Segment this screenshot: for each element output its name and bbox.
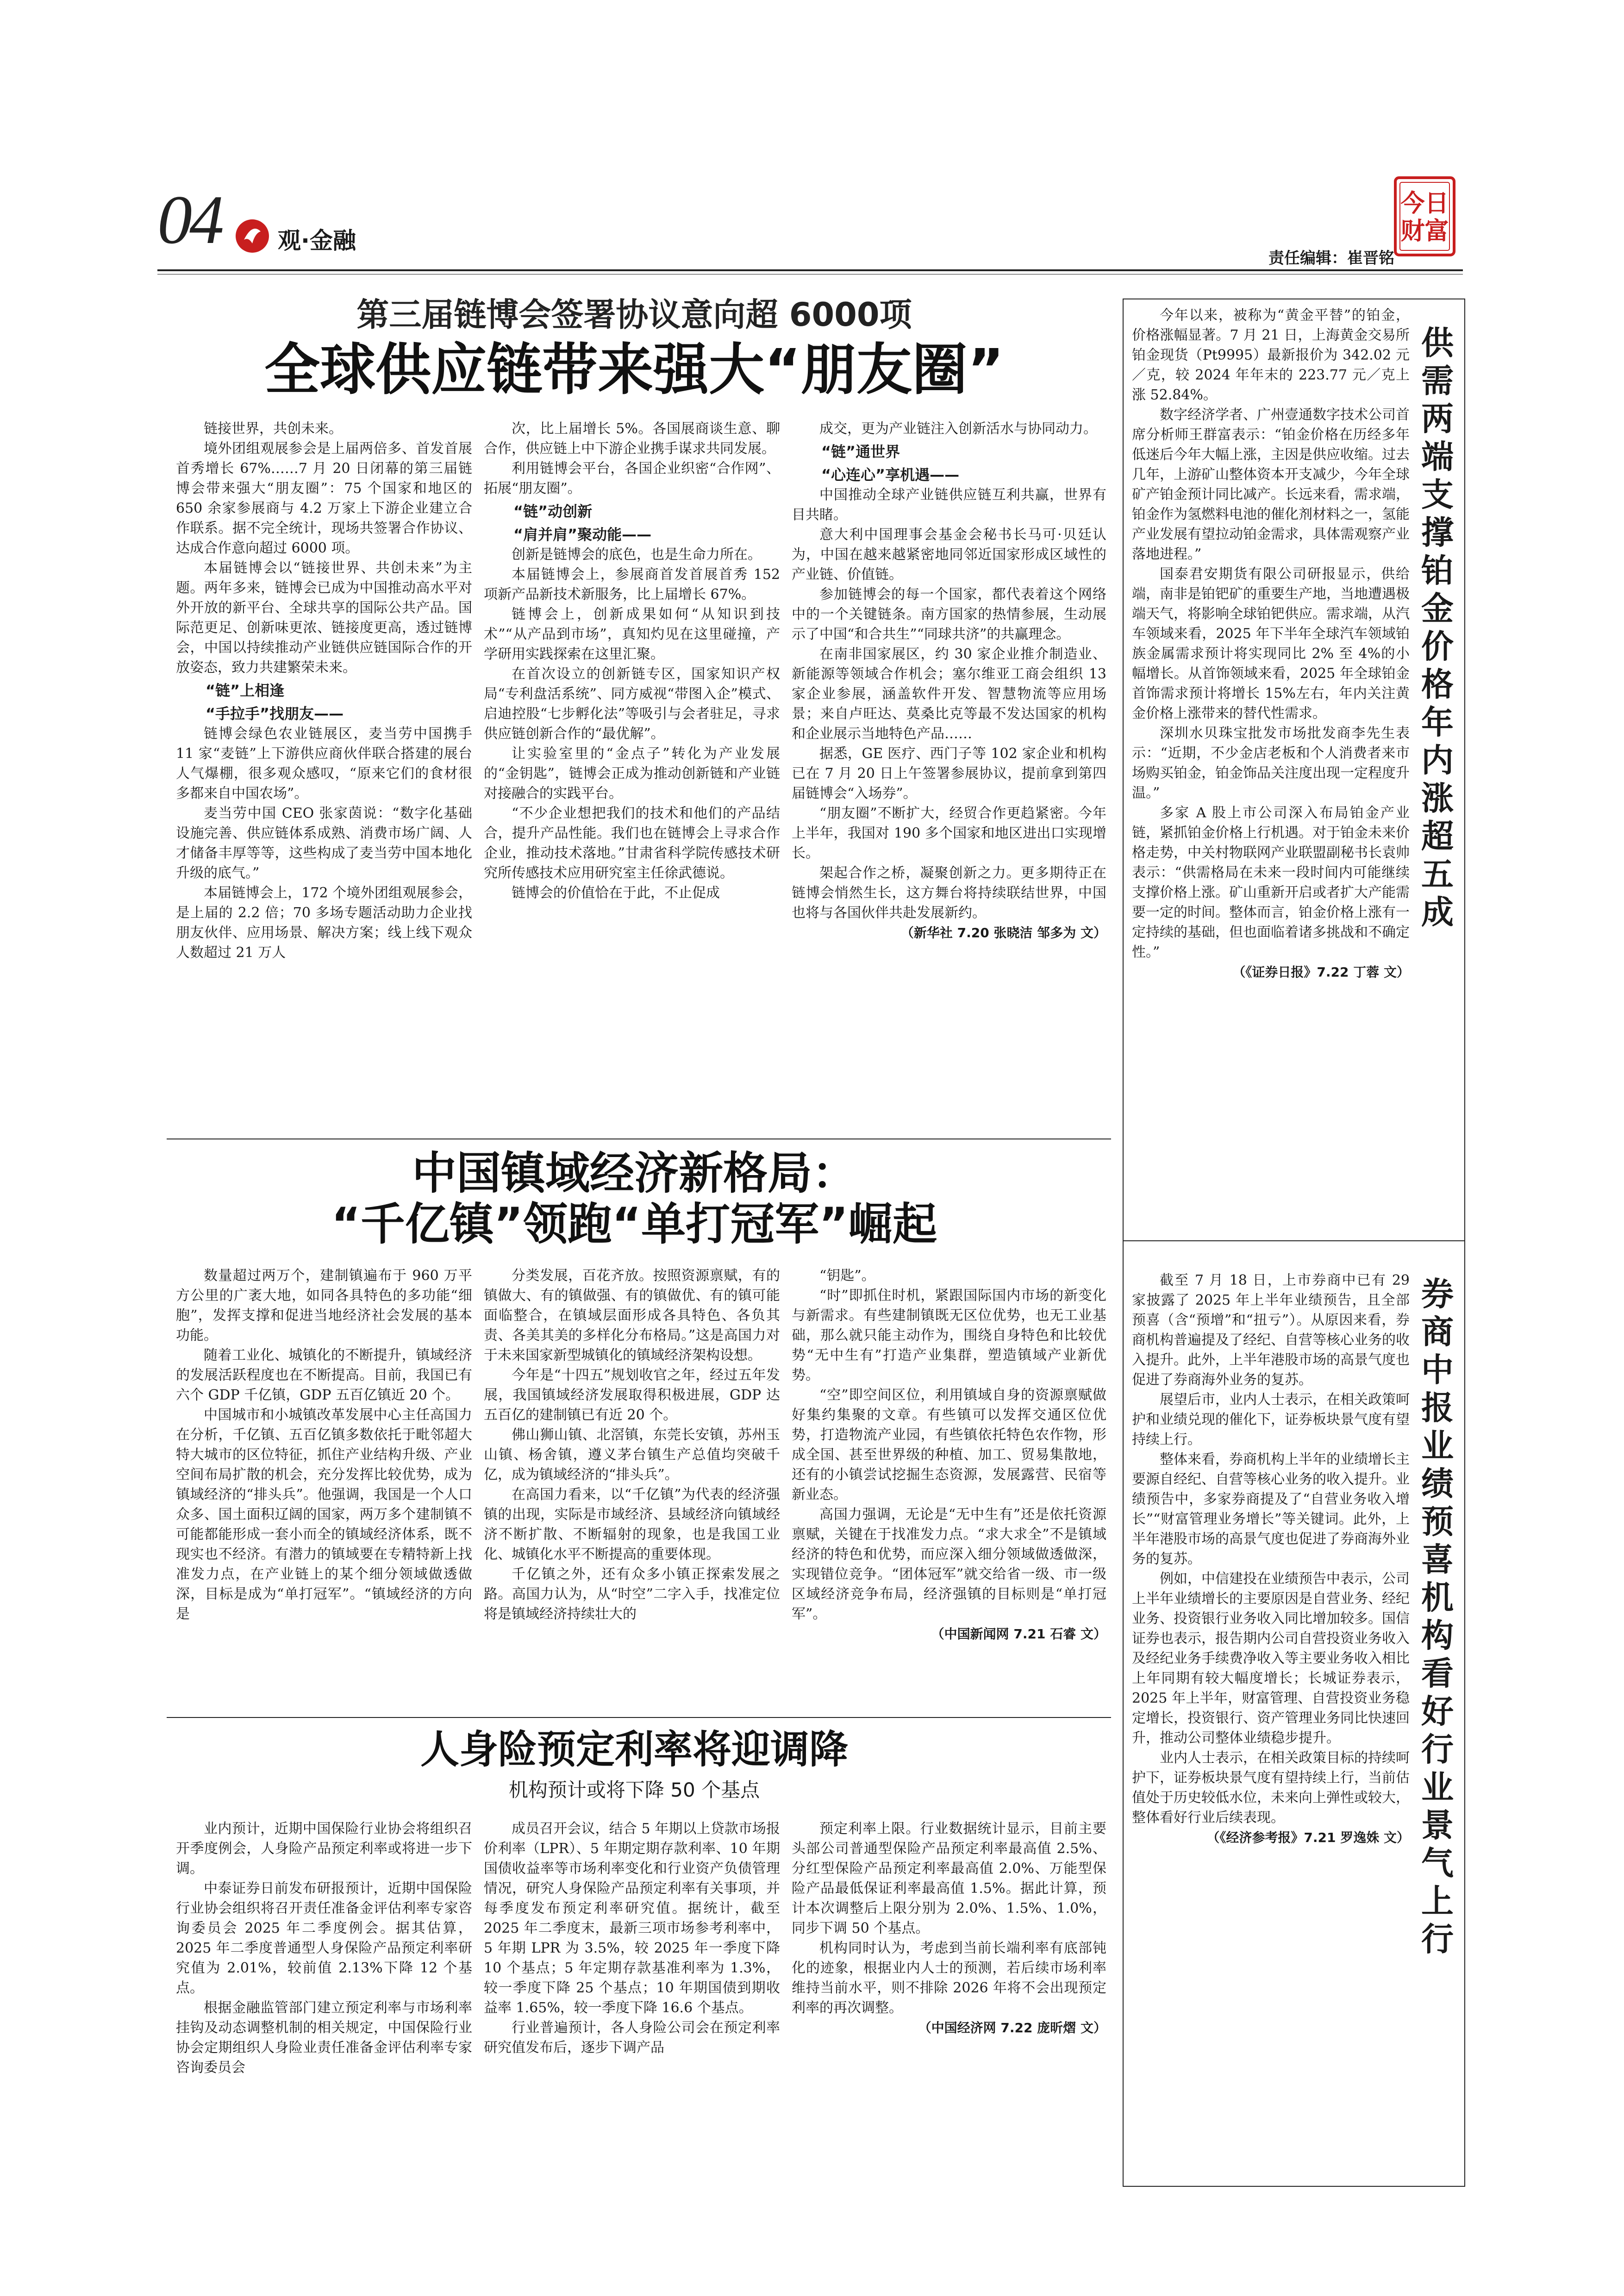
paragraph: 成交，更为产业链注入创新活水与协同动力。 bbox=[819, 421, 1097, 437]
paragraph: 创新是链博会的底色，也是生命力所在。 bbox=[512, 547, 762, 563]
paragraph: 在南非国家展区，约 30 家企业推介制造业、新能源等领域合作机会；塞尔维亚工商会组织 13 家企业参展，涵盖软件开发、智慧物流等应用场景；来自卢旺达、莫桑比克等最不发达国家的机构和企业展示当地特色产品…… bbox=[792, 646, 1106, 742]
paragraph: 链博会的价值恰在于此，不止促成 bbox=[512, 885, 720, 901]
paragraph: 让实验室里的“金点子”转化为产业发展的“金钥匙”，链博会正成为推动创新链和产业链对接融合的实践平台。 bbox=[484, 746, 780, 802]
sidebar2-body bbox=[1132, 1270, 1410, 2178]
subhead: “链”通世界 bbox=[821, 443, 900, 460]
paragraph: “空”即空间区位，利用镇域自身的资源禀赋做好集约集聚的文章。有些镇可以发挥交通区位优势，打造物流产业园，有些镇依托特色农作物，形成全国、甚至世界级的种植、加工、贸易集散地，还有的小镇尝试挖掘生态资源，发展露营、民宿等新业态。 bbox=[792, 1387, 1106, 1503]
sidebar-divider bbox=[1123, 1240, 1465, 1241]
sidebar1-title: 供需两端支撑 铂金价格年内涨超五成 bbox=[1421, 324, 1454, 931]
paragraph: 本届链博会以“链接世界、共创未来”为主题。两年多来，链博会已成为中国推动高水平对外开放的新平台、全球共享的国际公共产品。国际范更足、创新味更浓、链接度更高，透过链博会，中国以持续推动产业链供应链国际合作的开放姿态，致力共建繁荣未来。 bbox=[176, 560, 472, 676]
paragraph: 次，比上届增长 5%。各国展商谈生意、聊合作，供应链上中下游企业携手谋求共同发展。 bbox=[484, 421, 780, 457]
article1-column-3 bbox=[792, 419, 1106, 1132]
section-logo-icon bbox=[234, 218, 271, 255]
paragraph: 意大利中国理事会基金会秘书长马可·贝廷认为，中国在越来越紧密地同邻近国家形成区域性的产业链、价值链。 bbox=[792, 527, 1106, 583]
paragraph: 今年以来，被称为“黄金平替”的铂金，价格涨幅显著。7 月 21 日，上海黄金交易所铂金现货（Pt9995）最新报价为 342.02 元／克，较 2024 年年末的 223.77 元／克上涨 52.84%。 bbox=[1132, 307, 1410, 403]
masthead-stamp bbox=[1393, 176, 1456, 257]
paragraph: 根据金融监管部门建立预定利率与市场利率挂钩及动态调整机制的相关规定，中国保险行业协会定期组织人身险业责任准备金评估利率专家咨询委员会 bbox=[176, 2000, 472, 2076]
subhead: “链”动创新 bbox=[513, 503, 593, 520]
paragraph: 本届链博会上，参展商首发首展首秀 152 项新产品新技术新服务，比上届增长 67%。 bbox=[484, 566, 780, 603]
paragraph: 中泰证券日前发布研报预计，近期中国保险行业协会组织将召开责任准备金评估利率专家咨询委员会 2025 年二季度例会。据其估算，2025 年二季度普通型人身保险产品预定利率研究值为 2.01%，较前值 2.13%下降 12 个基点。 bbox=[176, 1880, 472, 1996]
paragraph: 在高国力看来，以“千亿镇”为代表的经济强镇的出现，实际是市域经济、县域经济向镇域经济不断扩散、不断辐射的现象，也是我国工业化、城镇化水平不断提高的重要体现。 bbox=[484, 1487, 780, 1562]
paragraph: 架起合作之桥，凝聚创新之力。更多期待正在链博会悄然生长，这方舞台将持续联结世界，中国也将与各国伙伴共赴发展新约。 bbox=[792, 865, 1106, 921]
article3-column-3 bbox=[792, 1819, 1106, 2189]
article2-column-1 bbox=[176, 1266, 472, 1710]
paragraph: “钥匙”。 bbox=[819, 1268, 875, 1284]
paragraph: 链博会上，创新成果如何“从知识到技术”“从产品到市场”，真知灼见在这里碰撞，产学研用实践探索在这里汇聚。 bbox=[484, 606, 780, 662]
paragraph: 国泰君安期货有限公司研报显示，供给端，南非是铂钯矿的重要生产地，当地遭遇极端天气，将影响全球铂钯供应。需求端，从汽车领域来看，2025 年下半年全球汽车领域铂族金属需求预计将实现同比 2% 至 4%的小幅增长。从首饰领域来看，2025 年全球铂金首饰需求预计将增长 15%左右，年内关注黄金价格上涨带来的替代性需求。 bbox=[1132, 566, 1410, 722]
article-source: （新华社 7.20 张晓洁 邹多为 文） bbox=[900, 925, 1106, 940]
paragraph: 业内预计，近期中国保险行业协会将组织召开季度例会，人身险产品预定利率或将进一步下调。 bbox=[176, 1821, 472, 1877]
article3-column-1 bbox=[176, 1819, 472, 2189]
paragraph: 成员召开会议，结合 5 年期以上贷款市场报价利率（LPR）、5 年期定期存款利率、10 年期国债收益率等市场利率变化和行业资产负债管理情况，研究人身保险产品预定利率有关事项，并每季度发布预定利率研究值。据统计，截至 2025 年二季度末，最新三项市场参考利率中，5 年期 LPR 为 3.5%，较 2025 年一季度下降 10 个基点；5 年定期存款基准利率为 1.3%，较一季度下降 25 个基点；10 年期国债到期收益率 1.65%，较一季度下降 16.6 个基点。 bbox=[484, 1821, 780, 2016]
paragraph: 行业普遍预计，各人身险公司会在预定利率研究值发布后，逐步下调产品 bbox=[484, 2020, 780, 2056]
article-source: （中国经济网 7.22 庞昕熠 文） bbox=[918, 2020, 1106, 2035]
subhead: “肩并肩”聚动能—— bbox=[513, 526, 652, 543]
paragraph: 据悉，GE 医疗、西门子等 102 家企业和机构已在 7 月 20 日上午签署参展协议，提前拿到第四届链博会“入场券”。 bbox=[792, 746, 1106, 802]
paragraph: 深圳水贝珠宝批发市场批发商李先生表示：“近期，不少金店老板和个人消费者来市场购买铂金，铂金饰品关注度出现一定程度升温。” bbox=[1132, 725, 1410, 801]
article1-title: 全球供应链带来强大“朋友圈” bbox=[264, 338, 1004, 402]
paragraph: 例如，中信建投在业绩预告中表示，公司上半年业绩增长的主要原因是自营业务、经纪业务、投资银行业务收入同比增加较多。国信证券也表示，报告期内公司自营投资业务收入及经纪业务手续费净收入等主要业务收入相比上年同期有较大幅度增长；长城证券表示，2025 年上半年，财富管理、自营投资业务稳定增长，投资银行、资产管理业务同比快速回升，推动公司整体业绩稳步提升。 bbox=[1132, 1571, 1410, 1746]
article1-kicker: 第三届链博会签署协议意向超 6000项 bbox=[356, 296, 912, 334]
paragraph: “不少企业想把我们的技术和他们的产品结合，提升产品性能。我们也在链博会上寻求合作企业，推动技术落地。”甘肃省科学院传感技术研究所传感技术应用研究室主任徐武德说。 bbox=[484, 805, 780, 881]
article2-column-2 bbox=[484, 1266, 780, 1710]
article2-column-3 bbox=[792, 1266, 1106, 1710]
paragraph: 中国城市和小城镇改革发展中心主任高国力在分析，千亿镇、五百亿镇多数依托于毗邻超大特大城市的区位特征，抓住产业结构升级、产业空间布局扩散的机会，充分发挥比较优势，成为镇域经济的“排头兵”。他强调，我国是一个人口众多、国土面积辽阔的国家，两万多个建制镇不可能都能形成一套小而全的镇域经济体系，既不现实也不经济。有潜力的镇域要在专精特新上找准发力点，在产业链上的某个细分领域做透做深，目标是成为“单打冠军”。“镇域经济的方向是 bbox=[176, 1407, 472, 1622]
paragraph: 展望后市，业内人士表示，在相关政策呵护和业绩兑现的催化下，证券板块景气度有望持续上行。 bbox=[1132, 1392, 1410, 1448]
editor-credit: 责任编辑：崔晋铭 bbox=[1268, 249, 1394, 268]
paragraph: 业内人士表示，在相关政策目标的持续呵护下，证券板块景气度有望持续上行，当前估值处于历史较低水位，未来向上弹性或较大，整体看好行业后续表现。 bbox=[1132, 1750, 1410, 1826]
paragraph: 预定利率上限。行业数据统计显示，目前主要头部公司普通型保险产品预定利率最高值 2.5%、分红型保险产品预定利率最高值 2.0%、万能型保险产品最低保证利率最高值 1.5%。据此计算，预计本次调整后上限分别为 2.0%、1.5%、1.0%，同步下调 50 个基点。 bbox=[792, 1821, 1106, 1936]
paragraph: 数量超过两万个，建制镇遍布于 960 万平方公里的广袤大地，如同各具特色的多功能“细胞”，发挥支撑和促进当地经济社会发展的基本功能。 bbox=[176, 1268, 472, 1344]
paragraph: 截至 7 月 18 日，上市券商中已有 29 家披露了 2025 年上半年业绩预告，且全部预喜（含“预增”和“扭亏”）。从原因来看，券商机构普遍提及了经纪、自营等核心业务的收入提升。此外，上半年港股市场的高景气度也促进了券商海外业务的复苏。 bbox=[1132, 1272, 1410, 1388]
paragraph: “朋友圈”不断扩大，经贸合作更趋紧密。今年上半年，我国对 190 多个国家和地区进出口实现增长。 bbox=[792, 805, 1106, 861]
paragraph: 在首次设立的创新链专区，国家知识产权局“专利盘活系统”、同方威视“带图入企”模式、启迪控股“七步孵化法”等吸引与会者驻足，寻求供应链创新合作的“最优解”。 bbox=[484, 666, 780, 742]
section-divider bbox=[167, 1717, 1111, 1718]
article1-column-1 bbox=[176, 419, 472, 1132]
paragraph: 麦当劳中国 CEO 张家茵说：“数字化基础设施完善、供应链体系成熟、消费市场广阔、人才储备丰厚等等，这些构成了麦当劳中国本地化升级的底气。” bbox=[176, 805, 472, 881]
paragraph: 利用链博会平台，各国企业织密“合作网”、拓展“朋友圈”。 bbox=[484, 460, 780, 497]
paragraph: 整体来看，券商机构上半年的业绩增长主要源自经纪、自营等核心业务的收入提升。业绩预告中，多家券商提及了“自营业务收入增长”“财富管理业务增长”等关键词。此外，上半年港股市场的高景气度也促进了券商海外业务的复苏。 bbox=[1132, 1451, 1410, 1567]
masthead-rule bbox=[157, 269, 1463, 271]
paragraph: 千亿镇之外，还有众多小镇正探索发展之路。高国力认为，从“时空”二字入手，找准定位将是镇域经济持续壮大的 bbox=[484, 1566, 780, 1622]
article3-subtitle: 机构预计或将下降 50 个基点 bbox=[508, 1779, 760, 1801]
sidebar2-title: 券商中报业绩预喜 机构看好行业景气上行 bbox=[1421, 1275, 1454, 1958]
article2-title-line1: 中国镇域经济新格局： bbox=[412, 1147, 856, 1199]
paragraph: 本届链博会上，172 个境外团组观展参会，是上届的 2.2 倍；70 多场专题活动助力企业找朋友伙伴、应用场景、解决方案；线上线下观众人数超过 21 万人 bbox=[176, 885, 472, 961]
article-source: （《经济参考报》7.21 罗逸姝 文） bbox=[1206, 1830, 1410, 1845]
section-name: 观·金融 bbox=[278, 227, 356, 254]
article1-column-2 bbox=[484, 419, 780, 1132]
paragraph: 参加链博会的每一个国家，都代表着这个网络中的一个关键链条。南方国家的热情参展，生动展示了中国“和合共生”“同球共济”的共赢理念。 bbox=[792, 586, 1106, 642]
article-source: （中国新闻网 7.21 石睿 文） bbox=[931, 1626, 1106, 1642]
paragraph: 链接世界，共创未来。 bbox=[204, 421, 343, 437]
paragraph: “时”即抓住时机，紧跟国际国内市场的新变化与新需求。有些建制镇既无区位优势，也无工业基础，那么就只能主动作为，围绕自身特色和比较优势“无中生有”打造产业集群，塑造镇域产业新优势。 bbox=[792, 1288, 1106, 1383]
article-source: （《证券日报》7.22 丁蓉 文） bbox=[1232, 964, 1410, 980]
paragraph: 今年是“十四五”规划收官之年，经过五年发展，我国镇域经济发展取得积极进展，GDP 达五百亿的建制镇已有近 20 个。 bbox=[484, 1367, 780, 1423]
article3-title: 人身险预定利率将迎调降 bbox=[420, 1727, 848, 1772]
article3-column-2 bbox=[484, 1819, 780, 2189]
paragraph: 分类发展，百花齐放。按照资源禀赋，有的镇做大、有的镇做强、有的镇做优、有的镇可能面临整合，在镇域层面形成各具特色、各负其责、各美其美的多样化分布格局。”这是高国力对于未来国家新型城镇化的镇域经济架构设想。 bbox=[484, 1268, 780, 1363]
paragraph: 佛山狮山镇、北滘镇，东莞长安镇，苏州玉山镇、杨舍镇，遵义茅台镇生产总值均突破千亿，成为镇域经济的“排头兵”。 bbox=[484, 1427, 780, 1483]
paragraph: 中国推动全球产业链供应链互利共赢，世界有目共睹。 bbox=[792, 487, 1106, 523]
sidebar1-body bbox=[1132, 305, 1410, 1226]
paragraph: 机构同时认为，考虑到当前长端利率有底部钝化的迹象，根据业内人士的预测，若后续市场利率维持当前水平，则不排除 2026 年将不会出现预定利率的再次调整。 bbox=[792, 1940, 1106, 2016]
paragraph: 链博会绿色农业链展区，麦当劳中国携手 11 家“麦链”上下游供应商伙伴联合搭建的展台人气爆棚，很多观众感叹，“原来它们的食材很多都来自中国农场”。 bbox=[176, 726, 472, 802]
paragraph: 高国力强调，无论是“无中生有”还是依托资源禀赋，关键在于找准发力点。“求大求全”不是镇域经济的特色和优势，而应深入细分领域做透做深，实现错位竞争。“团体冠军”就交给省一级、市一级区域经济竞争布局，经济强镇的目标则是“单打冠军”。 bbox=[792, 1506, 1106, 1622]
paragraph: 多家 A 股上市公司深入布局铂金产业链，紧抓铂金价格上行机遇。对于铂金未来价格走势，中关村物联网产业联盟副秘书长袁帅表示：“供需格局在未来一段时间内可能继续支撑价格上涨。矿山重新开启或者扩大产能需要一定的时间。整体而言，铂金价格上涨有一定持续的基础，但也面临着诸多挑战和不确定性。” bbox=[1132, 805, 1410, 960]
subhead: “手拉手”找朋友—— bbox=[206, 705, 344, 722]
subhead: “心连心”享机遇—— bbox=[821, 466, 960, 484]
paragraph: 数字经济学者、广州壹通数字技术公司首席分析师王群富表示：“铂金价格在历经多年低迷后今年大幅上涨，主因是供应收缩。过去几年，上游矿山整体资本开支减少，今年全球矿产铂金预计同比减产。长远来看，需求端，铂金作为氢燃料电池的催化剂材料之一，氢能产业发展有望拉动铂金需求，具体需观察产业落地进程。” bbox=[1132, 407, 1410, 562]
paragraph: 随着工业化、城镇化的不断提升，镇域经济的发展活跃程度也在不断提高。目前，我国已有六个 GDP 千亿镇，GDP 五百亿镇近 20 个。 bbox=[176, 1347, 472, 1403]
paragraph: 境外团组观展参会是上届两倍多、首发首展首秀增长 67%……7 月 20 日闭幕的第三届链博会带来强大“朋友圈”：75 个国家和地区的 650 余家参展商与 4.2 万家上下游企业建立合作联系。据不完全统计，现场共签署合作协议、达成合作意向超过 6000 项。 bbox=[176, 441, 472, 556]
page-number: 04 bbox=[157, 181, 221, 258]
subhead: “链”上相逢 bbox=[206, 682, 285, 699]
article2-title-line2: “千亿镇”领跑“单打冠军”崛起 bbox=[331, 1198, 937, 1250]
stamp-text: 今日财富 bbox=[1400, 189, 1449, 245]
